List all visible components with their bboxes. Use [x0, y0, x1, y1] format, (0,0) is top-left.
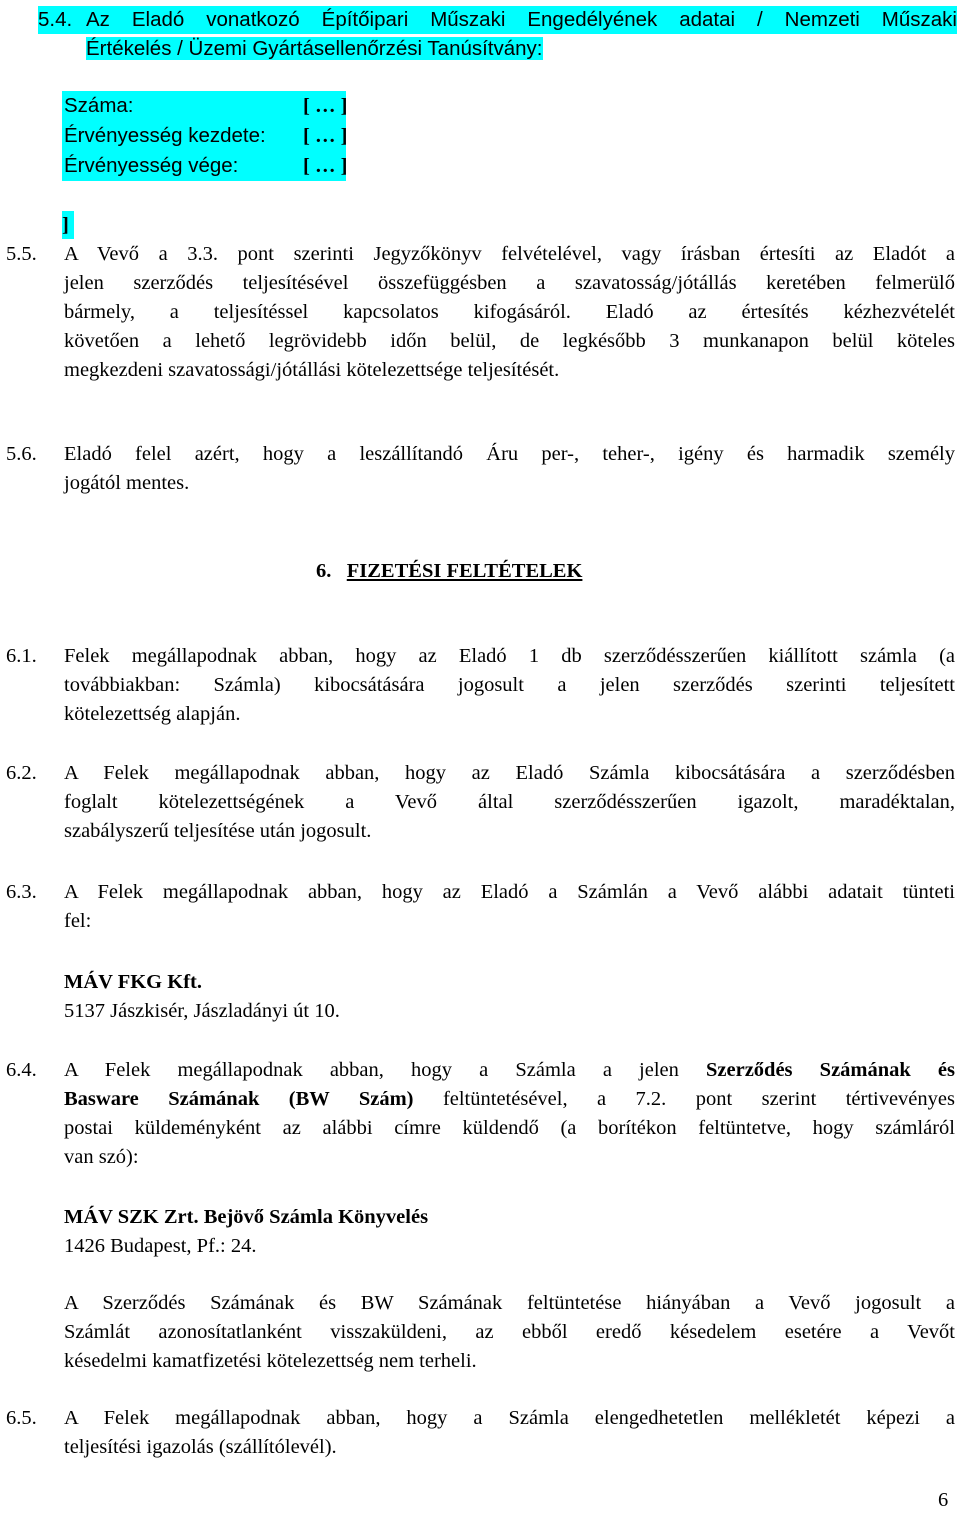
section-5-5-line: követően a lehető legrövidebb időn belül, de legkésőbb 3 munkanapon belül köteles: [64, 330, 955, 352]
section-5-5-line: bármely, a teljesítéssel kapcsolatos kifogásáról. Eladó az értesítés kézhezvételét: [64, 301, 955, 323]
missing-number-note: [64, 1289, 955, 1376]
basware-number-phrase: Basware Számának (BW Szám): [64, 1088, 414, 1110]
section-6-number: 6.: [316, 560, 332, 582]
certificate-number-value: [ … ]: [303, 95, 348, 117]
buyer-company-address: 5137 Jászkisér, Jászladányi út 10.: [64, 1000, 340, 1022]
section-5-4-title-line-2: Értékelés / Üzemi Gyártásellenőrzési Tanúsítvány:: [86, 37, 543, 60]
section-6-2-line: foglalt kötelezettségének a Vevő által szerződésszerűen igazolt, maradéktalan,: [64, 791, 955, 813]
section-6-1-line: továbbiakban: Számla) kibocsátására jogosult a jelen szerződés szerinti teljesített: [64, 674, 955, 696]
section-6-1-line: kötelezettség alapján.: [64, 703, 241, 725]
section-6-5-line: A Felek megállapodnak abban, hogy a Számla elengedhetetlen mellékletét képezi a: [64, 1407, 955, 1429]
section-6-3-number: 6.3.: [6, 881, 37, 903]
section-5-6-number: 5.6.: [6, 443, 37, 465]
section-6-1-line: Felek megállapodnak abban, hogy az Eladó 1 db szerződésszerűen kiállított számla (a: [64, 645, 955, 667]
note-line: késedelmi kamatfizetési kötelezettség nem terheli.: [64, 1350, 477, 1372]
section-5-6-line: Eladó felel azért, hogy a leszállítandó Áru per-, teher-, igény és harmadik személy: [64, 443, 955, 465]
invoice-recipient-address: 1426 Budapest, Pf.: 24.: [64, 1235, 257, 1257]
validity-start-label: Érvényesség kezdete:: [64, 124, 266, 147]
section-5-4-title-line-1: Az Eladó vonatkozó Építőipari Műszaki Engedélyének adatai / Nemzeti Műszaki: [86, 6, 957, 34]
validity-start-value: [ … ]: [303, 125, 348, 147]
section-5-5-number: 5.5.: [6, 243, 37, 265]
section-5-5-line: megkezdeni szavatossági/jótállási kötelezettsége teljesítését.: [64, 359, 560, 381]
validity-end-label: Érvényesség vége:: [64, 154, 239, 177]
section-6-5-line: teljesítési igazolás (szállítólevél).: [64, 1436, 337, 1458]
section-6-title: FIZETÉSI FELTÉTELEK: [346, 560, 583, 582]
section-6-heading: [316, 556, 582, 586]
section-6-4-line-3: postai küldeményként az alábbi címre küldendő (a borítékon feltüntetve, hogy számláról: [64, 1117, 955, 1139]
section-5-6-line: jogától mentes.: [64, 472, 190, 494]
validity-end-value: [ … ]: [303, 155, 348, 177]
section-5-5-line: A Vevő a 3.3. pont szerinti Jegyzőkönyv felvételével, vagy írásban értesíti az Eladót a: [64, 243, 955, 265]
section-6-4-number: 6.4.: [6, 1059, 37, 1081]
section-6-1-number: 6.1.: [6, 645, 37, 667]
section-6-3-line: A Felek megállapodnak abban, hogy az Eladó a Számlán a Vevő alábbi adatait tünteti: [64, 881, 955, 903]
page-number: 6: [938, 1489, 949, 1511]
section-6-2-number: 6.2.: [6, 762, 37, 784]
section-5-4-number: 5.4.: [38, 6, 86, 34]
section-6-4-line-1-text: A Felek megállapodnak abban, hogy a Számla a jelen: [64, 1059, 679, 1081]
section-5-5-line: jelen szerződés teljesítésével összefüggésben a szavatosság/jótállás keretében felmerülő: [64, 272, 955, 294]
section-6-3-line: fel:: [64, 910, 92, 932]
section-6-4-line-2-text: feltüntetésével, a 7.2. pont szerint tértivevényes: [442, 1088, 955, 1110]
contract-number-phrase: Szerződés Számának és: [706, 1059, 955, 1081]
section-6-4-line-1: [64, 1056, 955, 1085]
certificate-number-label: Száma:: [64, 94, 134, 117]
section-6-4-line-2: [64, 1085, 955, 1114]
buyer-company-name: MÁV FKG Kft.: [64, 971, 202, 993]
section-6-2-line: A Felek megállapodnak abban, hogy az Eladó Számla kibocsátására a szerződésben: [64, 762, 955, 784]
section-6-4-line-4: van szó):: [64, 1146, 139, 1168]
note-line: Számlát azonosítatlanként visszaküldeni, az ebből eredő késedelem esetére a Vevőt: [64, 1321, 955, 1343]
section-6-5-number: 6.5.: [6, 1407, 37, 1429]
section-6-2-line: szabályszerű teljesítése után jogosult.: [64, 820, 372, 842]
invoice-recipient-name: MÁV SZK Zrt. Bejövő Számla Könyvelés: [64, 1206, 429, 1228]
closing-bracket: ]: [62, 211, 74, 239]
note-line: A Szerződés Számának és BW Számának feltüntetése hiányában a Vevő jogosult a: [64, 1292, 955, 1314]
